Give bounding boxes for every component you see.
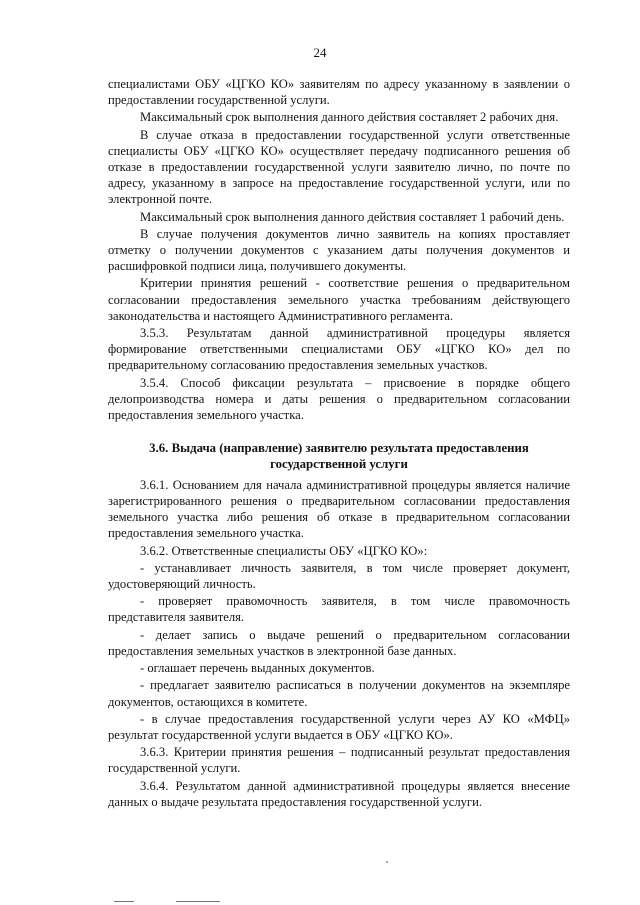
scan-artifact-line — [176, 901, 220, 902]
document-body — [108, 76, 570, 810]
list-item: - делает запись о выдаче решений о предварительном согласовании предоставления земельных участков в электронной базе данных. — [108, 627, 570, 658]
list-item: - в случае предоставления государственной услуги через АУ КО «МФЦ» результат государственной услуги выдается в ОБУ «ЦГКО КО». — [108, 711, 570, 742]
list-item: - предлагает заявителю расписаться в получении документов на экземпляре документов, остающихся в комитете. — [108, 678, 570, 709]
paragraph: 3.6.1. Основанием для начала административной процедуры является наличие зарегистрированного решения о предварительном согласовании предоставления земельного участка либо решения об отказе в предварительном согласовании предоставления земельного участка. — [108, 477, 570, 541]
scan-speck — [386, 861, 388, 863]
paragraph: Максимальный срок выполнения данного действия составляет 1 рабочий день. — [140, 209, 565, 224]
paragraph: 3.6.3. Критерии принятия решения – подписанный результат предоставления государственной услуги. — [108, 745, 570, 776]
paragraph: В случае отказа в предоставлении государственной услуги ответственные специалисты ОБУ «ЦГКО КО» осуществляет передачу подписанного решения об отказе в предоставлении государственной услуги заявителю лично, по почте по адресу, указанному в запросе на предоставление государственной услуги, или по электронной почте. — [108, 127, 570, 207]
list-item: - проверяет правомочность заявителя, в том числе правомочность представителя заявителя. — [108, 594, 570, 625]
paragraph: 3.5.3. Результатам данной административной процедуры является формирование ответственными специалистами ОБУ «ЦГКО КО» дел по предварительному согласованию предоставления земельных участков. — [108, 326, 570, 373]
paragraph: Максимальный срок выполнения данного действия составляет 2 рабочих дня. — [140, 110, 559, 125]
paragraph: 3.5.4. Способ фиксации результата – присвоение в порядке общего делопроизводства номера и даты решения о предварительном согласовании предоставления земельного участка. — [108, 375, 570, 423]
paragraph: специалистами ОБУ «ЦГКО КО» заявителям по адресу указанному в заявлении о предоставлении государственной услуги. — [108, 77, 570, 108]
scan-artifact-line — [114, 901, 134, 902]
page-number: 24 — [313, 45, 327, 60]
paragraph: Критерии принятия решений - соответствие решения о предварительном согласовании предоставления земельного участка требованиям действующего законодательства и настоящего Административного регламента. — [108, 276, 570, 323]
section-title: 3.6. Выдача (направление) заявителю результата предоставления государственной услуги — [149, 441, 529, 472]
paragraph: 3.6.2. Ответственные специалисты ОБУ «ЦГКО КО»: — [140, 543, 428, 558]
paragraph: 3.6.4. Результатом данной административной процедуры является внесение данных о выдаче результата предоставления государственной услуги. — [108, 778, 570, 809]
list-item: - устанавливает личность заявителя, в том числе проверяет документ, удостоверяющий личность. — [108, 560, 570, 592]
paragraph: В случае получения документов лично заявитель на копиях проставляет отметку о получении документов с указанием даты получения документов и расшифровкой подписи лица, получившего документы. — [108, 226, 570, 274]
list-item: - оглашает перечень выданных документов. — [140, 661, 375, 676]
